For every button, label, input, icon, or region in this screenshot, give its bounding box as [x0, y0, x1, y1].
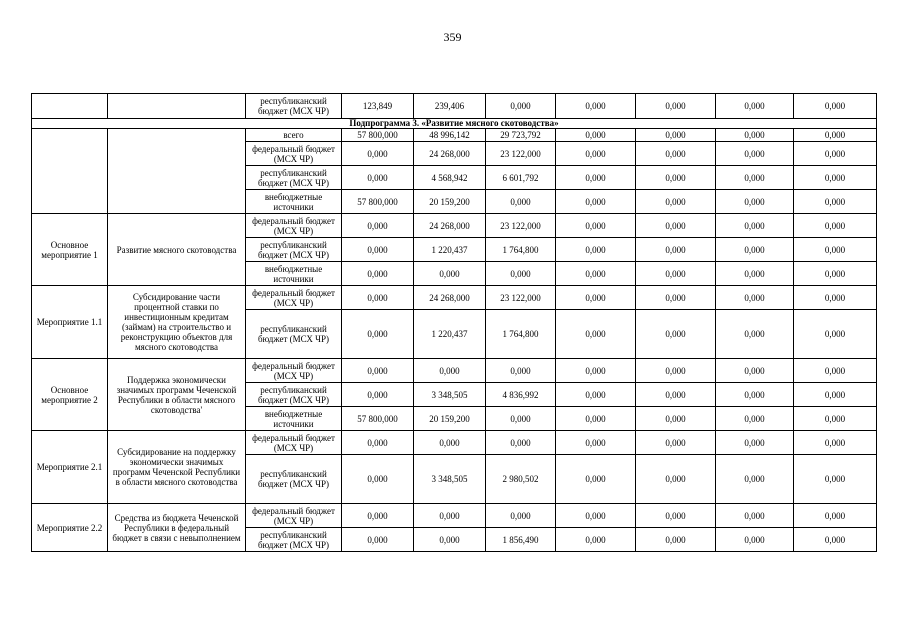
value-cell: 0,000 [342, 238, 414, 262]
source-cell: внебюджетные источники [246, 407, 342, 431]
value-cell: 0,000 [556, 383, 636, 407]
value-cell: 0,000 [716, 238, 794, 262]
value-cell: 0,000 [556, 142, 636, 166]
value-cell: 0,000 [556, 286, 636, 310]
value-cell: 0,000 [636, 129, 716, 142]
value-cell: 0,000 [414, 262, 486, 286]
value-cell: 0,000 [556, 310, 636, 359]
value-cell: 0,000 [716, 504, 794, 528]
value-cell: 0,000 [556, 214, 636, 238]
event-code: Мероприятие 2.1 [32, 431, 108, 504]
value-cell: 239,406 [414, 94, 486, 119]
value-cell: 0,000 [414, 504, 486, 528]
value-cell: 0,000 [716, 129, 794, 142]
value-cell: 0,000 [636, 528, 716, 552]
value-cell: 0,000 [556, 359, 636, 383]
value-cell: 4 568,942 [414, 166, 486, 190]
value-cell: 0,000 [636, 142, 716, 166]
code-cell [32, 94, 108, 119]
source-cell: федеральный бюджет (МСХ ЧР) [246, 359, 342, 383]
value-cell: 20 159,200 [414, 407, 486, 431]
source-cell: федеральный бюджет (МСХ ЧР) [246, 142, 342, 166]
value-cell: 57 800,000 [342, 129, 414, 142]
value-cell: 0,000 [794, 383, 877, 407]
name-cell [108, 129, 246, 214]
value-cell: 0,000 [556, 455, 636, 504]
source-cell: всего [246, 129, 342, 142]
value-cell: 0,000 [794, 286, 877, 310]
value-cell: 0,000 [636, 94, 716, 119]
value-cell: 0,000 [794, 310, 877, 359]
value-cell: 0,000 [342, 166, 414, 190]
table-row [32, 504, 877, 528]
value-cell: 0,000 [794, 431, 877, 455]
value-cell: 0,000 [716, 262, 794, 286]
value-cell: 0,000 [556, 166, 636, 190]
event-code: Мероприятие 1.1 [32, 286, 108, 359]
value-cell: 24 268,000 [414, 214, 486, 238]
value-cell: 23 122,000 [486, 214, 556, 238]
value-cell: 0,000 [414, 359, 486, 383]
table-row [32, 286, 877, 310]
value-cell: 0,000 [794, 504, 877, 528]
value-cell: 0,000 [342, 286, 414, 310]
table-row [32, 129, 877, 142]
event-name: Субсидирование части процентной ставки по инвестиционным кредитам (займам) на строительство и реконструкцию объектов для мясного скотоводства [108, 286, 246, 359]
value-cell: 0,000 [636, 214, 716, 238]
value-cell: 29 723,792 [486, 129, 556, 142]
code-cell [32, 129, 108, 214]
value-cell: 20 159,200 [414, 190, 486, 214]
event-name: Средства из бюджета Чеченской Республики в федеральный бюджет в связи с невыполнением [108, 504, 246, 552]
value-cell: 0,000 [636, 238, 716, 262]
source-cell: республиканский бюджет (МСХ ЧР) [246, 238, 342, 262]
value-cell: 0,000 [556, 190, 636, 214]
value-cell: 0,000 [794, 94, 877, 119]
page-number: 359 [443, 30, 462, 44]
budget-table [31, 93, 877, 552]
value-cell: 0,000 [716, 142, 794, 166]
table-row [32, 214, 877, 238]
value-cell: 0,000 [342, 431, 414, 455]
event-code: Основное мероприятие 2 [32, 359, 108, 431]
value-cell: 0,000 [342, 528, 414, 552]
subprogram-title: Подпрограмма 3. «Развитие мясного скотоводства» [32, 119, 877, 129]
value-cell: 0,000 [414, 528, 486, 552]
value-cell: 23 122,000 [486, 286, 556, 310]
value-cell: 0,000 [342, 310, 414, 359]
source-cell: федеральный бюджет (МСХ ЧР) [246, 286, 342, 310]
value-cell: 0,000 [636, 166, 716, 190]
source-cell: внебюджетные источники [246, 190, 342, 214]
value-cell: 0,000 [794, 129, 877, 142]
value-cell: 0,000 [342, 142, 414, 166]
value-cell: 0,000 [486, 504, 556, 528]
value-cell: 2 980,502 [486, 455, 556, 504]
value-cell: 123,849 [342, 94, 414, 119]
value-cell: 0,000 [794, 190, 877, 214]
value-cell: 0,000 [716, 310, 794, 359]
value-cell: 0,000 [716, 190, 794, 214]
value-cell: 1 764,800 [486, 238, 556, 262]
value-cell: 0,000 [716, 214, 794, 238]
value-cell: 0,000 [636, 407, 716, 431]
source-cell: республиканский бюджет (МСХ ЧР) [246, 310, 342, 359]
value-cell: 0,000 [716, 166, 794, 190]
value-cell: 0,000 [794, 238, 877, 262]
event-name: Поддержка экономически значимых программ Чеченской Республики в области мясного скотоводства' [108, 359, 246, 431]
value-cell: 0,000 [342, 383, 414, 407]
value-cell: 24 268,000 [414, 142, 486, 166]
table-row [32, 359, 877, 383]
value-cell: 0,000 [486, 431, 556, 455]
value-cell: 0,000 [556, 431, 636, 455]
value-cell: 0,000 [716, 455, 794, 504]
value-cell: 23 122,000 [486, 142, 556, 166]
source-cell: республиканский бюджет (МСХ ЧР) [246, 166, 342, 190]
value-cell: 0,000 [794, 166, 877, 190]
value-cell: 0,000 [556, 528, 636, 552]
source-cell: федеральный бюджет (МСХ ЧР) [246, 431, 342, 455]
value-cell: 0,000 [342, 455, 414, 504]
value-cell: 24 268,000 [414, 286, 486, 310]
value-cell: 0,000 [794, 528, 877, 552]
source-cell: федеральный бюджет (МСХ ЧР) [246, 504, 342, 528]
value-cell: 0,000 [556, 262, 636, 286]
value-cell: 0,000 [636, 431, 716, 455]
value-cell: 0,000 [636, 504, 716, 528]
value-cell: 0,000 [486, 94, 556, 119]
value-cell: 0,000 [794, 455, 877, 504]
value-cell: 0,000 [556, 129, 636, 142]
event-name: Субсидирование на поддержку экономически значимых программ Чеченской Республики в области мясного скотоводства [108, 431, 246, 504]
value-cell: 0,000 [794, 214, 877, 238]
value-cell: 3 348,505 [414, 455, 486, 504]
value-cell: 0,000 [716, 407, 794, 431]
source-cell: республиканский бюджет (МСХ ЧР) [246, 455, 342, 504]
value-cell: 0,000 [716, 528, 794, 552]
event-name: Развитие мясного скотоводства [108, 214, 246, 286]
value-cell: 0,000 [636, 190, 716, 214]
value-cell: 0,000 [556, 407, 636, 431]
table-row [32, 94, 877, 119]
value-cell: 1 764,800 [486, 310, 556, 359]
value-cell: 48 996,142 [414, 129, 486, 142]
value-cell: 1 856,490 [486, 528, 556, 552]
value-cell: 0,000 [556, 504, 636, 528]
subprogram-header-row [32, 119, 877, 129]
value-cell: 0,000 [794, 262, 877, 286]
value-cell: 0,000 [716, 359, 794, 383]
event-code: Основное мероприятие 1 [32, 214, 108, 286]
value-cell: 0,000 [414, 431, 486, 455]
value-cell: 0,000 [716, 94, 794, 119]
value-cell: 0,000 [556, 238, 636, 262]
value-cell: 0,000 [636, 455, 716, 504]
value-cell: 0,000 [342, 504, 414, 528]
source-cell: федеральный бюджет (МСХ ЧР) [246, 214, 342, 238]
name-cell [108, 94, 246, 119]
value-cell: 0,000 [716, 286, 794, 310]
value-cell: 0,000 [342, 214, 414, 238]
value-cell: 0,000 [636, 310, 716, 359]
value-cell: 0,000 [486, 359, 556, 383]
value-cell: 0,000 [556, 94, 636, 119]
value-cell: 0,000 [486, 190, 556, 214]
source-cell: республиканский бюджет (МСХ ЧР) [246, 94, 342, 119]
value-cell: 0,000 [636, 383, 716, 407]
value-cell: 57 800,000 [342, 190, 414, 214]
value-cell: 3 348,505 [414, 383, 486, 407]
value-cell: 0,000 [794, 142, 877, 166]
value-cell: 0,000 [342, 359, 414, 383]
event-code: Мероприятие 2.2 [32, 504, 108, 552]
value-cell: 1 220,437 [414, 310, 486, 359]
value-cell: 1 220,437 [414, 238, 486, 262]
table-row [32, 431, 877, 455]
value-cell: 0,000 [794, 359, 877, 383]
value-cell: 6 601,792 [486, 166, 556, 190]
value-cell: 0,000 [716, 383, 794, 407]
value-cell: 0,000 [794, 407, 877, 431]
source-cell: республиканский бюджет (МСХ ЧР) [246, 383, 342, 407]
value-cell: 4 836,992 [486, 383, 556, 407]
source-cell: внебюджетные источники [246, 262, 342, 286]
value-cell: 0,000 [636, 262, 716, 286]
value-cell: 57 800,000 [342, 407, 414, 431]
source-cell: республиканский бюджет (МСХ ЧР) [246, 528, 342, 552]
value-cell: 0,000 [486, 407, 556, 431]
value-cell: 0,000 [636, 286, 716, 310]
value-cell: 0,000 [716, 431, 794, 455]
value-cell: 0,000 [636, 359, 716, 383]
value-cell: 0,000 [486, 262, 556, 286]
value-cell: 0,000 [342, 262, 414, 286]
